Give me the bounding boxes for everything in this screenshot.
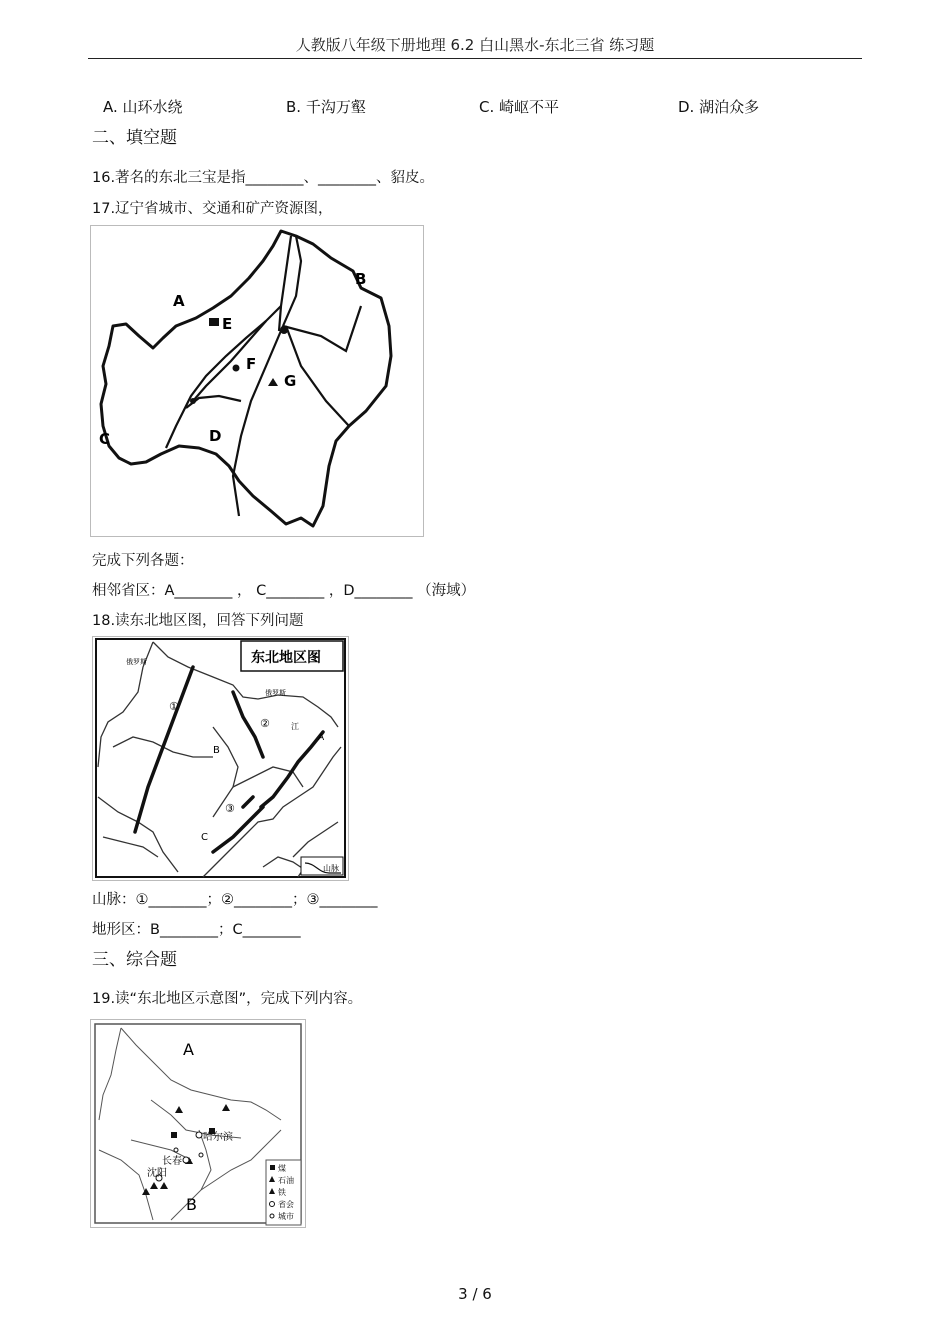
- map17-label-c: C: [99, 430, 111, 448]
- northeast-sketch-map-svg: [91, 1020, 305, 1227]
- page-number: 3 / 6: [458, 1285, 492, 1303]
- section-comprehensive-title: 三、综合题: [92, 950, 177, 970]
- map17-label-e: E: [222, 315, 233, 333]
- page-header: 人教版八年级下册地理 6.2 白山黑水-东北三省 练习题: [295, 36, 655, 54]
- map17-label-a: A: [173, 292, 185, 310]
- option-a: A. 山环水绕: [103, 98, 183, 116]
- question-18-mountains: 山脉：①________；②________；③________: [92, 892, 378, 908]
- northeast-map-svg: [93, 637, 348, 880]
- northeast-map-russia-2: 俄罗斯: [265, 689, 286, 697]
- liaoning-map: [90, 225, 424, 537]
- northeast-map-russia-1: 俄罗斯: [126, 658, 147, 666]
- northeast-map-mountain-1: ①: [169, 700, 179, 713]
- question-16: 16.著名的东北三宝是指________、________、貂皮。: [92, 170, 435, 186]
- northeast-map-label-a: A: [318, 733, 325, 743]
- liaoning-map-svg: [91, 226, 423, 536]
- northeast-map-title: 东北地区图: [251, 650, 321, 666]
- northeast-map-label-b: B: [213, 745, 220, 756]
- northeast-map: [92, 636, 349, 881]
- sketch-map-shenyang: 沈阳: [147, 1168, 167, 1179]
- northeast-map-mountain-2: ②: [260, 717, 270, 730]
- question-17-prompt: 完成下列各题：: [92, 553, 194, 569]
- question-18: 18.读东北地区图，回答下列问题: [92, 613, 304, 629]
- sketch-legend-city: 城市: [278, 1212, 294, 1221]
- sketch-map-label-a: A: [183, 1040, 194, 1059]
- option-c: C. 崎岖不平: [479, 98, 560, 116]
- northeast-map-mountain-3: ③: [225, 802, 235, 815]
- header-rule: [88, 58, 862, 59]
- northeast-map-river: 江: [291, 722, 299, 731]
- sketch-legend-oil: 石油: [278, 1176, 294, 1185]
- map17-label-f: F: [246, 355, 257, 373]
- map17-label-b: B: [355, 270, 367, 288]
- map17-label-g: G: [284, 372, 297, 390]
- sketch-map-label-b: B: [186, 1195, 197, 1214]
- sketch-map-changchun: 长春: [162, 1156, 182, 1167]
- sketch-legend-coal: 煤: [278, 1164, 286, 1173]
- question-17-neighbors: 相邻省区：A________ ， C________ ，D________ （海域）: [92, 583, 476, 599]
- sketch-map-harbin: 哈尔滨: [203, 1132, 233, 1143]
- northeast-sketch-map: [90, 1019, 306, 1228]
- question-19: 19.读“东北地区示意图”，完成下列内容。: [92, 991, 363, 1007]
- question-17: 17.辽宁省城市、交通和矿产资源图，: [92, 201, 333, 217]
- option-b: B. 千沟万壑: [286, 98, 366, 116]
- map17-label-d: D: [209, 427, 222, 445]
- option-d: D. 湖泊众多: [678, 98, 760, 116]
- sketch-legend-capital: 省会: [278, 1200, 294, 1209]
- section-fill-blank-title: 二、填空题: [92, 128, 177, 148]
- northeast-map-legend: 山脉: [323, 864, 339, 873]
- northeast-map-label-c: C: [201, 832, 208, 843]
- sketch-legend-iron: 铁: [278, 1188, 286, 1197]
- question-18-landforms: 地形区：B________；C________: [92, 922, 301, 938]
